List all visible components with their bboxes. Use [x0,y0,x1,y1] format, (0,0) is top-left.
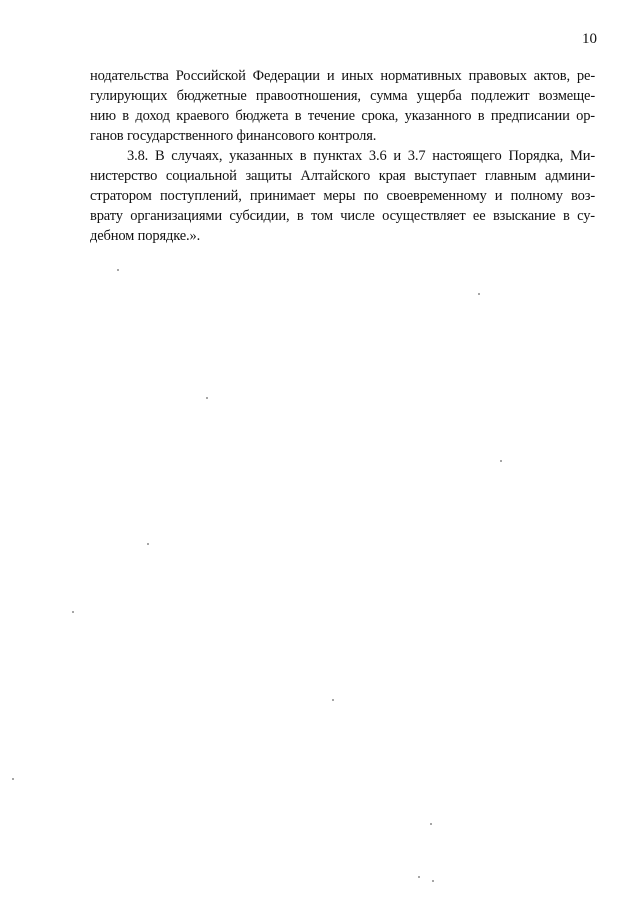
page-number: 10 [582,31,597,47]
scan-speck [12,778,14,780]
paragraph-continuation [90,66,595,146]
text-line: нию в доход краевого бюджета в течение срока, указанного в предписании ор- [90,108,595,124]
body-text [90,66,595,246]
text-line: гулирующих бюджетные правоотношения, сумма ущерба подлежит возмеще- [90,88,595,104]
scan-speck [147,543,149,545]
scan-speck [418,876,420,878]
scan-speck [332,699,334,701]
paragraph-3-8 [90,146,595,246]
scan-speck [432,880,434,882]
text-line: 3.8. В случаях, указанных в пунктах 3.6 и 3.7 настоящего Порядка, Ми- [127,148,595,164]
text-line: врату организациями субсидии, в том числе осуществляет ее взыскание в су- [90,208,595,224]
text-line: стратором поступлений, принимает меры по своевременному и полному воз- [90,188,595,204]
text-line: нистерство социальной защиты Алтайского края выступает главным админи- [90,168,595,184]
scan-speck [478,293,480,295]
scan-speck [206,397,208,399]
text-line: дебном порядке.». [90,228,201,244]
scan-speck [500,460,502,462]
text-line: ганов государственного финансового контроля. [90,128,377,144]
scan-speck [117,269,119,271]
scan-speck [72,611,74,613]
text-line: нодательства Российской Федерации и иных нормативных правовых актов, ре- [90,68,595,84]
scan-speck [430,823,432,825]
